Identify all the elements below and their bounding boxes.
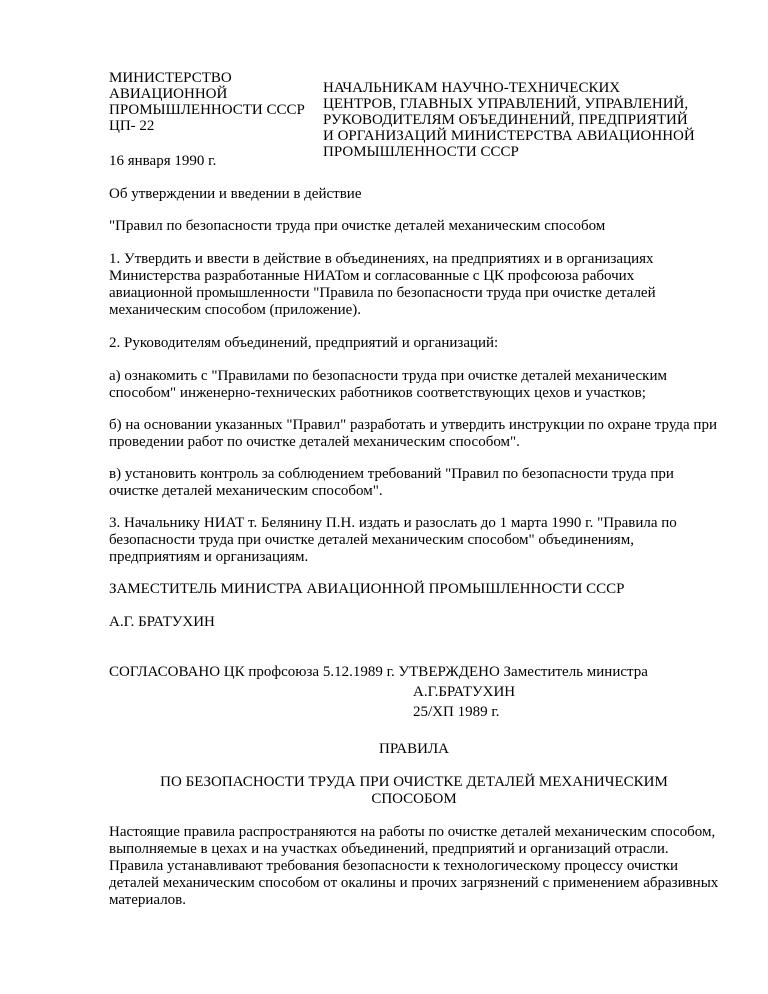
rules-intro: Настоящие правила распространяются на работы по очистке деталей механическим способом, выполняемые в цехах и на участках объединений, предприятий и организаций отрасли. Правила устанавливают требования безопасности к технологическому процессу очистки деталей механическим способом от окалины и прочих загрязнений с применением абразивных материалов.: [109, 824, 719, 908]
approval-line-1: СОГЛАСОВАНО ЦК профсоюза 5.12.1989 г. УТВЕРЖДЕНО Заместитель министра: [109, 664, 648, 680]
addressee-line-3: РУКОВОДИТЕЛЯМ ОБЪЕДИНЕНИЙ, ПРЕДПРИЯТИЙ: [323, 112, 688, 128]
subject-title: "Правил по безопасности труда при очистке деталей механическим способом: [109, 218, 606, 234]
approval-line-2: А.Г.БРАТУХИН: [413, 684, 516, 700]
document-date: 16 января 1990 г.: [109, 153, 217, 169]
rules-subheading: ПО БЕЗОПАСНОСТИ ТРУДА ПРИ ОЧИСТКЕ ДЕТАЛЕЙ МЕХАНИЧЕСКИМ СПОСОБОМ: [160, 774, 668, 807]
addressee-line-2: ЦЕНТРОВ, ГЛАВНЫХ УПРАВЛЕНИЙ, УПРАВЛЕНИЙ,: [323, 96, 689, 112]
subject-line: Об утверждении и введении в действие: [109, 186, 362, 202]
order-item-2a: а) ознакомить с "Правилами по безопасности труда при очистке деталей механическим способом" инженерно-технических работников соответствующих цехов и участков;: [109, 368, 667, 401]
approval-block: [109, 664, 719, 721]
approval-line-3: 25/ХП 1989 г.: [413, 704, 500, 720]
document-number: ЦП- 22: [109, 118, 155, 134]
addressee-line-5: ПРОМЫШЛЕННОСТИ СССР: [323, 144, 519, 160]
order-item-2c: в) установить контроль за соблюдением требований "Правил по безопасности труда при очистке деталей механическим способом".: [109, 466, 674, 499]
addressee-block: [323, 80, 723, 160]
addressee-line-1: НАЧАЛЬНИКАМ НАУЧНО-ТЕХНИЧЕСКИХ: [323, 80, 621, 96]
order-item-1: 1. Утвердить и ввести в действие в объединениях, на предприятиях и в организациях Министерства разработанные НИАТом и согласованные с ЦК профсоюза рабочих авиационной промышленности "Правила по безопасности труда при очистке деталей механическим способом (приложение).: [109, 251, 656, 318]
issuer-block: [109, 70, 319, 169]
issuer-line-1: МИНИСТЕРСТВО: [109, 70, 232, 86]
order-item-2: 2. Руководителям объединений, предприятий и организаций:: [109, 335, 499, 351]
order-item-2b: б) на основании указанных "Правил" разработать и утвердить инструкции по охране труда при проведении работ по очистке деталей механическим способом".: [109, 417, 717, 450]
order-item-3: 3. Начальнику НИАТ т. Белянину П.Н. издать и разослать до 1 марта 1990 г. "Правила по безопасности труда при очистке деталей механическим способом" объединениям, предприятиям и организациям.: [109, 515, 677, 565]
rules-heading: ПРАВИЛА: [379, 741, 449, 757]
signature-position: ЗАМЕСТИТЕЛЬ МИНИСТРА АВИАЦИОННОЙ ПРОМЫШЛЕННОСТИ СССР: [109, 581, 625, 597]
addressee-line-4: И ОРГАНИЗАЦИЙ МИНИСТЕРСТВА АВИАЦИОННОЙ: [323, 128, 695, 144]
issuer-line-3: ПРОМЫШЛЕННОСТИ СССР: [109, 102, 305, 118]
signature-name: А.Г. БРАТУХИН: [109, 614, 215, 630]
issuer-line-2: АВИАЦИОННОЙ: [109, 86, 228, 102]
